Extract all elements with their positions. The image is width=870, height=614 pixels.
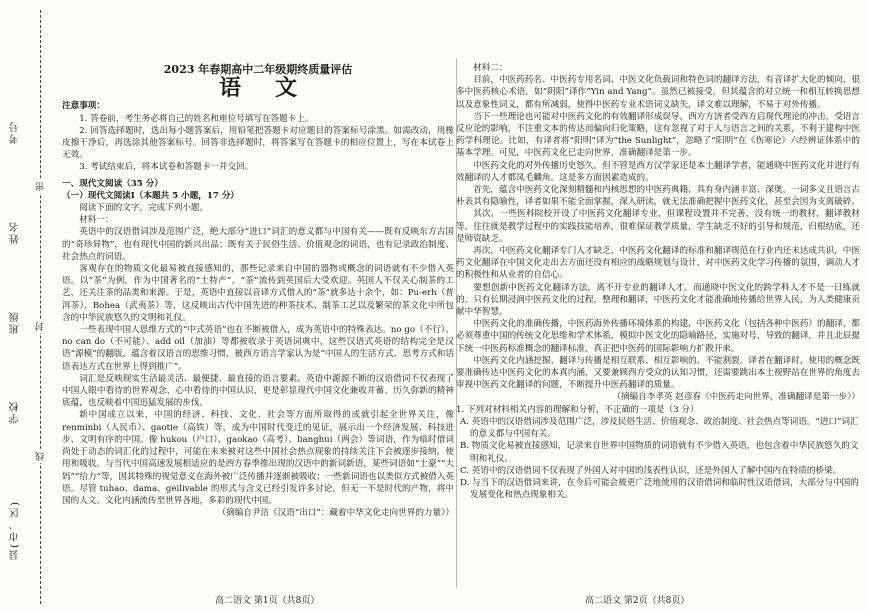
page-right [456,62,860,501]
notice-item: 1. 答卷前，考生务必将自己的姓名和座位号填写在答题卡上。 [79,113,314,124]
material2-para: 首先，蕴含中医药文化深刻精髓和内核思想的中医药典籍，具有身内涵丰富、深奥，一词多义且语言古朴表其有隐喻性，译者如果不能全面掌握，深入研读，就无法准确把握中医药文化，甚至会因为支离破碎。 [456,185,860,208]
footer-page-2: 高二语文 第2页（共8页） [585,596,690,606]
question-1-option-b: B. 物质文化易被直接感知，记录来自世界中国物质的词语就有不少借入英语，也包含着中华民族悠久的文明和礼仪。 [460,441,859,464]
subsection-title: （一）现代文阅读Ⅰ（本题共 5 小题，17 分） [62,190,240,201]
material1-credit: （摘编自尹洁《汉语“出口”：藏着中华文化走向世界的力量》） [217,508,454,519]
binding-margin [0,0,56,614]
label-xuexiao: 学校 [10,400,21,424]
section-title: 一、现代文阅读（35 分） [62,178,163,189]
material2-para: 当下一些理论也可能对中医药文化的有效翻译形成误导。西方方济者受西方启现代理论的冲击，受语言反应论的影响，不注重文本的传达而偏向归化策略，这有忽视了对于人与语言之间的关系，不利于建构中医药学科理论。比如，有译者将“阳明”译为“the Sunlight”，忽略了“阳明”在《伤寒论》六经辨证体系中的基本学理。可见，中医药文化已走向世界，准确翻译是第一步。 [456,111,860,159]
label-banji: 班级 [10,310,21,334]
exam-title: 2023 年春期高中二年级期终质量评估 [163,63,353,76]
material2-para: 目前，中医药药名、中医药专用名词、中医文化负载词和特色词的翻译方法，有音译扩大化的倾向，很多中医药核心术语，如“阴阳”译作“Yin and Yang”。虽然已被接受，但其蕴含的对立统一和相互转换思想以及意象性词义，都有所减弱，使得中医药专业术语词义缺失，译文难以理解，不易于对外传播。 [456,75,860,110]
page-left [62,60,454,519]
cut-mark-xian: 线 [36,452,46,461]
material1-para: 词汇是反映现实生活最灵活、最便捷、最直接的语言要素。英语中源源不断的汉语借词不仅表现了中国人眼中看待的世界观念、心中看待的中国认识，更是彰显现代中国文化兼收并蓄、历久弥新的精神底蕴，也反映着中国迅猛发展的步伐。 [62,373,454,409]
label-xingming: 姓名 [10,220,21,244]
material2-para: 中医药文化的准确传播，中医药海外传播环境体系的构建，中医药文化（包括各种中医药）的翻译，都必须尊重中国的传统文化思维和学术体系，模拟中医文化的隐喻路径，实施对号，导致的翻译，并且北辰提下统一中医药标准概念的翻译标准，真正把中医药的国际影响力扩散开来。 [456,319,860,354]
question-1-stem: 1. 下列对材料相关内容的理解和分析，不正确的一项是（3 分） [456,404,699,415]
label-xianqu: 县(市、区) [10,500,21,560]
notice-item: 2. 回答选择题时，选出每小题答案后，用铅笔把答题卡对应题目的答案标号涂黑。如需改动，用橡皮擦干净后，再选涂其他答案标号。回答非选择题时，将答案写在答题卡的相应位置上，写在本试卷上无效。 [62,125,454,161]
material2-para: 中医药文化的对外传播历史悠久，但不管是西方汉学家还是本土翻译学者，能通晓中医药文化并进行有效翻译的人才都凤毛麟角。这是多方面因素造成的。 [456,160,860,183]
material2-label: 材料二： [473,63,508,73]
material1-para: 一些表现中国人思维方式的“中式英语”也在不断被借入，成为英语中的特殊表达。no go（不行）、no can do（不可能）、add oil（加油）等都被收录于英语词典中，这些汉语式英语的结构完全是汉语“源模”的翻版，蕴含着汉语言的思维习惯，被西方语言学家认为是“中国人的生活方式、思考方式和话语表达方式在世界上得到推广”。 [62,325,454,372]
instruction: 阅读下面的文字，完成下列小题。 [79,203,209,214]
material2-para: 中医药文化内涵挖掘、翻译与传播是相互联系、相互影响的，不能割裂。译者在翻译时，使用的概念既要准确传达中医药文化的本真内涵，又要兼顾西方受众的认知习惯，还需要跳出本土视野站在世界的角度去审视中医药文化翻译的问题，不断提升中医药翻译的质量。 [456,355,860,391]
material2-para: 其次，一些医科院校开设了中医药文化翻译专业，但课程设置并不完善，没有统一的教材，翻译教材等，往往就是教学过程中的实践技能培养，很难保证教学质量，学生缺乏不好的引导和规范，归根结底，还是师资缺乏。 [456,209,860,244]
material2-para: 再次，中医药文化翻译专门人才缺乏，中医药文化翻译的标准和翻译规范在行业内还未达成共识，中医药文化翻译在中国文化走出去方面还没有相应的战略规划与设计，对中医药文化学习传播的氛围，调动人才的积极性和从业者的自信心。 [456,246,860,281]
cut-mark-mi: 密 [36,182,46,191]
material1-para: 新中国成立以来，中国的经济、科技、文化、社会等方面所取得的成就引起全世界关注，像 renminbi（人民币）、gaotie（高铁）等，成为中国时代变迁的见证，展示出一个经济发展、科技进步、文明有序的中国。像 hukou（户口）、gaokao（高考）、lianghui（两会）等词语，作为临时借词尚处于动态的词汇化的过程中，可能在未来被对这些中国社会热点现象的持续关注下会被逐步接纳，使用和吸收。与当代中国高速发展相适应的是西方春季推出现的汉语中的新词新语，某些词语如“土豪”“大妈”“给力”等，因其特殊的视觉意义在海外被广泛传播并逐渐被吸收；一些新词语也以类似方式被借入英语。尽管 tuhao、dama、geilivable 的形式与含义已经引发许多讨论，但无一不是时代的产物，将中国的人文、文化内涵流传至世界各地，多彩的现代中国。 [62,410,454,506]
material1-para: 英语中的汉语借词涉及范围广泛，绝大部分“进口”词汇的意义都与中国有关——既有反映东方古国的“奇珍异物”，也有现代中国的新兴出品；既有关于民俗生活、价值观念的词语，也有记录政治制度、社会热点的词语。 [62,227,454,262]
question-1-option-c: C. 英语中的汉语借词不仅表现了外国人对中国的浅表性认识，还是外国人了解中国内在特质的桥梁。 [460,465,842,476]
question-1-option-a: A. 英语中的汉语借词涉及范围广泛，涉及民俗生活、价值观念、政治制度、社会热点等词语。“进口”词汇的意义都与中国有关。 [460,416,859,440]
footer-page-1: 高二语文 第1页（共8页） [215,596,320,606]
question-1-option-d: D. 与当下的汉语借词来讲，在今后可能会被更广泛地使用的汉语借词和临时性汉语借词，大部分与中国的发展变化和热点现象相关。 [460,477,859,501]
material1-label: 材料一： [79,215,114,226]
notice-title: 注意事项： [62,101,105,112]
label-kaohao: 考号 [10,120,21,144]
notice-item: 3. 考试结束后，将本试卷和答题卡一并交回。 [79,162,254,173]
binding-dashed-line [40,10,41,604]
subject-title: 语文 [218,75,331,102]
material2-credit: （摘编自李孝英 赵彦春《中医药走向世界，准确翻译是第一步》） [612,392,860,403]
material1-para: 客观存在的物质文化最易被直接感知的，那些记录来自中国的器物或概念的词语就有不少借入英语。以“茶”为例，作为中国著名的“土特产”，“茶”流传到英国后大受欢迎。英国人不仅关心制茶的工艺，还关注茶的品类和来源。于是，英语中直接以音译方式借入的“茶”就多达十余个，如：Pu-erh（普洱茶）、Bohea（武夷茶）等，这反映出古代中国先进的种茶技术、制茶工艺以及繁荣的茶文化中所包含的中华民族悠久的文明和礼仪。 [62,264,454,323]
material2-para: 要想创新中医药文化翻译方法，离不开专业的翻译人才。而通晓中医文化的跨学科人才不是一日练就的。只有长期浸润中医药文化的过程，整理和翻译，中医药文化才能准确地传播给世界人民，为人类健康贡献中华智慧。 [456,282,860,318]
cut-mark-feng: 封 [36,322,46,331]
